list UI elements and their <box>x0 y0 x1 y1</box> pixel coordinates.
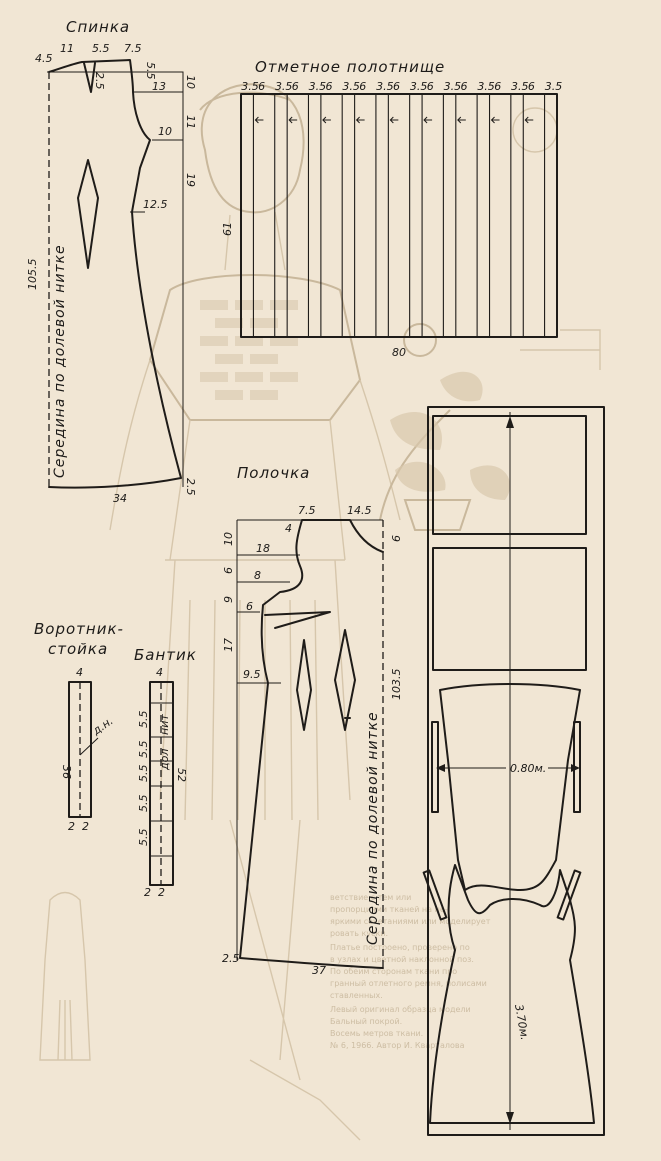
svg-text:Бальный покрой.: Бальный покрой. <box>330 1017 403 1026</box>
panel-pleat-label: 6 <box>527 80 535 93</box>
back-dim-right-b: 11 <box>184 115 197 129</box>
back-dim-shoulder-seg: 7.5 <box>124 42 142 55</box>
front-dim-chest-a: 18 <box>256 542 270 555</box>
panel-dim-width: 80 <box>392 346 406 359</box>
panel-fold-arrow <box>424 117 432 123</box>
back-dim-hem-width: 34 <box>113 492 127 505</box>
bow-cut-label: нит <box>158 714 171 735</box>
back-dim-waist: 12.5 <box>143 198 168 211</box>
front-dim-dart: 6 <box>246 600 253 613</box>
back-dim-shoulder-drop: 5.5 <box>144 62 157 80</box>
panel-pleat-label: 3.5 <box>241 80 259 93</box>
front-dim-length: 103.5 <box>390 668 403 700</box>
front-dim-left-d: 17 <box>222 638 235 652</box>
bow-segment-label: 5.5 <box>137 710 150 728</box>
panel-pleat-label: 6 <box>325 80 333 93</box>
bow-fold-label: дол <box>158 748 171 770</box>
collar-fold-label: д.н. <box>90 714 116 738</box>
panel-fold-arrow <box>458 117 466 123</box>
panel-pleat-label: 6 <box>494 80 502 93</box>
bow-dim-seam-b: 2 <box>158 886 165 899</box>
front-grain-label: Середина по долевой нитке <box>365 711 381 945</box>
front-pattern <box>222 464 403 977</box>
back-pattern <box>26 18 197 505</box>
layout-length-label: 3.70м. <box>512 1003 532 1042</box>
panel-pleat-label: 3.5 <box>477 80 495 93</box>
svg-text:пропорциями тканей на не-: пропорциями тканей на не- <box>330 905 448 914</box>
svg-text:По обеим сторонам ткани про: По обеим сторонам ткани про <box>330 967 458 976</box>
panel-fold-arrow <box>255 117 263 123</box>
bow-segment-label: 5.5 <box>137 828 150 846</box>
bow-segment-labels <box>137 711 150 847</box>
collar-dim-seam-b: 2 <box>82 820 89 833</box>
collar-title-line2: стойка <box>48 640 109 658</box>
bow-dim-seam-a: 2 <box>144 886 151 899</box>
bow-segment-label: 5.5 <box>137 740 150 758</box>
panel-pleat-label: 3.5 <box>511 80 529 93</box>
svg-text:Платье построено, проверено по: Платье построено, проверено по <box>330 943 470 952</box>
panel-pleat-label: 3.5 <box>376 80 394 93</box>
bow-segment-label: 5.5 <box>137 794 150 812</box>
panel-pleat-label: 3.5 <box>544 80 563 93</box>
svg-text:Левый оригинал образца модели: Левый оригинал образца модели <box>330 1005 471 1014</box>
svg-text:ровать куски.: ровать куски. <box>330 929 389 938</box>
collar-dim-seam-a: 2 <box>68 820 75 833</box>
svg-text:ветствие с тем или: ветствие с тем или <box>330 893 412 902</box>
front-dim-shoulder-b: 14.5 <box>347 504 372 517</box>
svg-text:яркими сочетаниями или моделир: яркими сочетаниями или моделирует <box>330 917 491 926</box>
panel-fold-arrow <box>323 117 331 123</box>
svg-text:№ 6, 1966. Автор И. Кварталова: № 6, 1966. Автор И. Кварталова <box>330 1041 465 1050</box>
panel-pleat-label: 6 <box>460 80 468 93</box>
svg-text:ставленных.: ставленных. <box>330 991 383 1000</box>
bow-dim-length: 52 <box>175 768 188 782</box>
collar-title-line1: Воротник- <box>34 620 124 638</box>
back-title: Спинка <box>66 18 131 36</box>
front-dim-left-b: 6 <box>222 567 235 574</box>
back-dim-top-left: 4.5 <box>35 52 53 65</box>
panel-fold-arrow <box>289 117 297 123</box>
back-dim-right-c: 19 <box>184 173 197 187</box>
front-dim-left-a: 10 <box>222 532 235 546</box>
front-dim-left-c: 9 <box>222 596 235 603</box>
panel-title: Отметное полотнище <box>255 58 446 76</box>
panel-pleat-labels <box>241 80 562 93</box>
panel-dim-height: 61 <box>221 222 234 236</box>
panel-fold-arrow <box>525 117 533 123</box>
back-dim-length: 105.5 <box>26 258 39 290</box>
svg-text:гранный отлетного ремня, полис: гранный отлетного ремня, полисами <box>330 979 487 988</box>
collar-dim-length: 36 <box>60 765 73 779</box>
front-dim-right-top: 9 <box>389 535 402 542</box>
panel-fold-arrow <box>357 117 365 123</box>
back-dim-hem-rise: 2.5 <box>184 478 197 496</box>
front-dim-neck-drop: 4 <box>285 522 292 535</box>
bow-title: Бантик <box>134 646 197 664</box>
collar-pattern <box>34 620 124 833</box>
panel-fold-arrow <box>390 117 398 123</box>
back-dim-neck-width: 11 <box>60 42 74 55</box>
back-dim-armhole-a: 13 <box>152 80 166 93</box>
front-dim-hem-width: 37 <box>312 964 326 977</box>
front-dim-hem-rise: 2.5 <box>222 952 240 965</box>
panel-fold-arrow <box>492 117 500 123</box>
bow-dim-width: 4 <box>156 666 163 679</box>
panel-pleat-label: 6 <box>359 80 367 93</box>
panel-pleat-label: 3.5 <box>443 80 462 93</box>
svg-text:Восемь метров ткани.: Восемь метров ткани. <box>330 1029 424 1038</box>
back-grain-label: Середина по долевой нитке <box>52 244 68 478</box>
collar-dim-width: 4 <box>76 666 83 679</box>
back-dim-right-a: 10 <box>184 75 197 89</box>
panel-pleat-label: 6 <box>258 80 266 93</box>
panel-pleat-label: 3.5 <box>274 80 293 93</box>
panel-pleat-label: 6 <box>393 80 400 93</box>
back-dim-neck-seg: 5.5 <box>92 42 110 55</box>
back-dim-dart-depth: 2.5 <box>93 72 106 90</box>
cutting-layout <box>424 407 604 1135</box>
layout-width-label: 0.80м. <box>510 762 547 775</box>
bow-segment-label: 5.5 <box>137 764 150 782</box>
panel-pleat-label: 6 <box>291 80 299 93</box>
front-dim-chest-b: 8 <box>254 569 261 582</box>
front-title: Полочка <box>237 464 311 482</box>
panel-pleat-label: 3.5 <box>342 80 360 93</box>
panel-pleat-label: 6 <box>426 80 434 93</box>
front-dim-shoulder-a: 7.5 <box>298 504 316 517</box>
panel-pleat-label: 3.5 <box>409 80 428 93</box>
front-dim-waist: 9.5 <box>243 668 261 681</box>
back-dim-armhole-b: 10 <box>158 125 172 138</box>
svg-text:в узлах и цветной наклонной по: в узлах и цветной наклонной поз. <box>330 955 474 964</box>
panel-pleat-label: 3.5 <box>308 80 327 93</box>
